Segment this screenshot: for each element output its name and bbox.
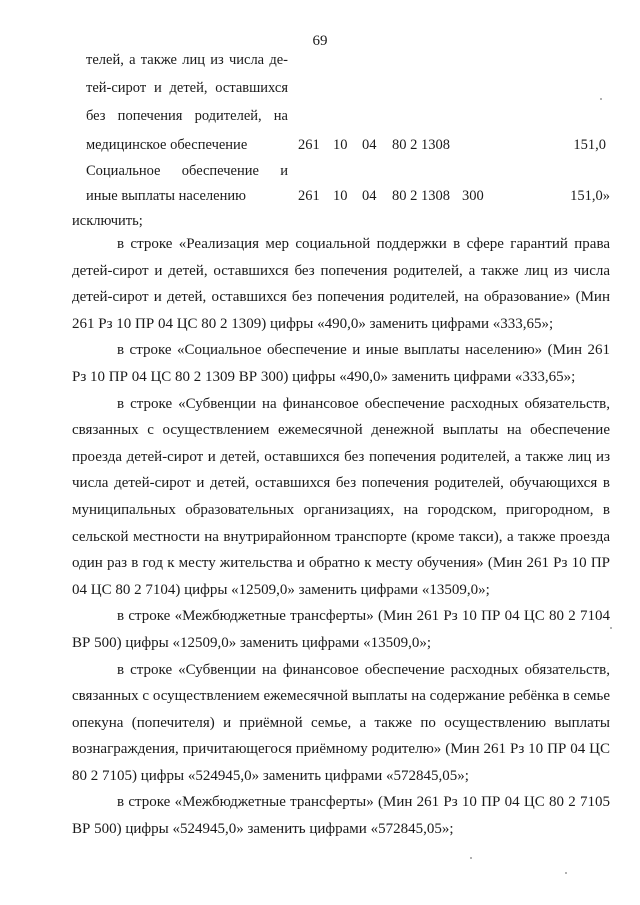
- table-cell-rz: 10: [333, 137, 348, 153]
- paragraph: [72, 789, 610, 842]
- paragraph-text: в строке «Субвенции на финансовое обеспечение расходных обязательств, связанных с осуществлением ежемесячной выплаты на содержание ребёнка в семье опекуна (попечителя) и приёмной семье, а также по осуществлению выплаты вознаграждения, причитающегося приёмному родителю» (Мин 261 Рз 10 ПР 04 ЦС 80 2 7105) цифры «524945,0» заменить цифрами «572845,05»;: [72, 661, 610, 784]
- paragraph-text: в строке «Реализация мер социальной поддержки в сфере гарантий права детей-сирот и детей, оставшихся без попечения родителей, а также лиц из числа детей-сирот и детей, оставшихся без попечения родителей, на образование» (Мин 261 Рз 10 ПР 04 ЦС 80 2 1309) цифры «490,0» заменить цифрами «333,65»;: [72, 236, 610, 332]
- page-number: 69: [312, 33, 328, 49]
- table-cell-amount: 151,0: [573, 137, 606, 153]
- paragraph-text: в строке «Межбюджетные трансферты» (Мин 261 Рз 10 ПР 04 ЦС 80 2 7105 ВР 500) цифры «524945,0» заменить цифрами «572845,05»;: [72, 794, 610, 838]
- table-cell-min: 261: [298, 188, 320, 204]
- paragraph: [72, 337, 610, 390]
- table-cell-cs: 80 2 1308: [392, 137, 450, 153]
- table-row-desc: Социальное обеспечение и: [86, 163, 288, 179]
- table-cell-amount: 151,0»: [570, 188, 610, 204]
- table-row-desc: без попечения родителей, на: [86, 108, 288, 124]
- table-row-desc: иные выплаты населению: [86, 188, 246, 204]
- paragraph-text: в строке «Субвенции на финансовое обеспечение расходных обязательств, связанных с осуществлением ежемесячной денежной выплаты на обеспечение проезда детей-сирот и детей, оставшихся без попечения родителей, а также лиц из числа детей-сирот и детей, оставшихся без попечения родителей, обучающихся в муниципальных образовательных организациях, на городском, пригородном, в сельской местности на внутрирайонном транспорте (кроме такси), а также проезда один раз в год к месту жительства и обратно к месту обучения» (Мин 261 Рз 10 ПР 04 ЦС 80 2 7104) цифры «12509,0» заменить цифрами «13509,0»;: [72, 395, 610, 598]
- table-cell-min: 261: [298, 137, 320, 153]
- table-cell-cs: 80 2 1308: [392, 188, 450, 204]
- table-cell-rz: 10: [333, 188, 348, 204]
- paragraph: [72, 657, 610, 790]
- table-row-desc: тей-сирот и детей, оставшихся: [86, 80, 288, 96]
- paragraph-text: в строке «Социальное обеспечение и иные выплаты населению» (Мин 261 Рз 10 ПР 04 ЦС 80 2 1309 ВР 300) цифры «490,0» заменить цифрами «333,65»;: [72, 342, 610, 385]
- table-row-desc: телей, а также лиц из числа де-: [86, 52, 288, 68]
- table-cell-pr: 04: [362, 188, 377, 204]
- paragraph-text: в строке «Межбюджетные трансферты» (Мин 261 Рз 10 ПР 04 ЦС 80 2 7104 ВР 500) цифры «12509,0» заменить цифрами «13509,0»;: [72, 608, 610, 651]
- scan-speck: [565, 872, 567, 874]
- paragraph: [72, 603, 610, 656]
- table-after-text: исключить;: [72, 213, 143, 229]
- table-row-desc: медицинское обеспечение: [86, 137, 248, 153]
- table-cell-pr: 04: [362, 137, 377, 153]
- paragraph: [72, 231, 610, 337]
- scan-speck: [600, 98, 602, 100]
- table-cell-vr: 300: [462, 188, 484, 204]
- scan-speck: [470, 857, 472, 859]
- scan-speck: [610, 627, 612, 629]
- body-text: [72, 231, 610, 843]
- paragraph: [72, 391, 610, 604]
